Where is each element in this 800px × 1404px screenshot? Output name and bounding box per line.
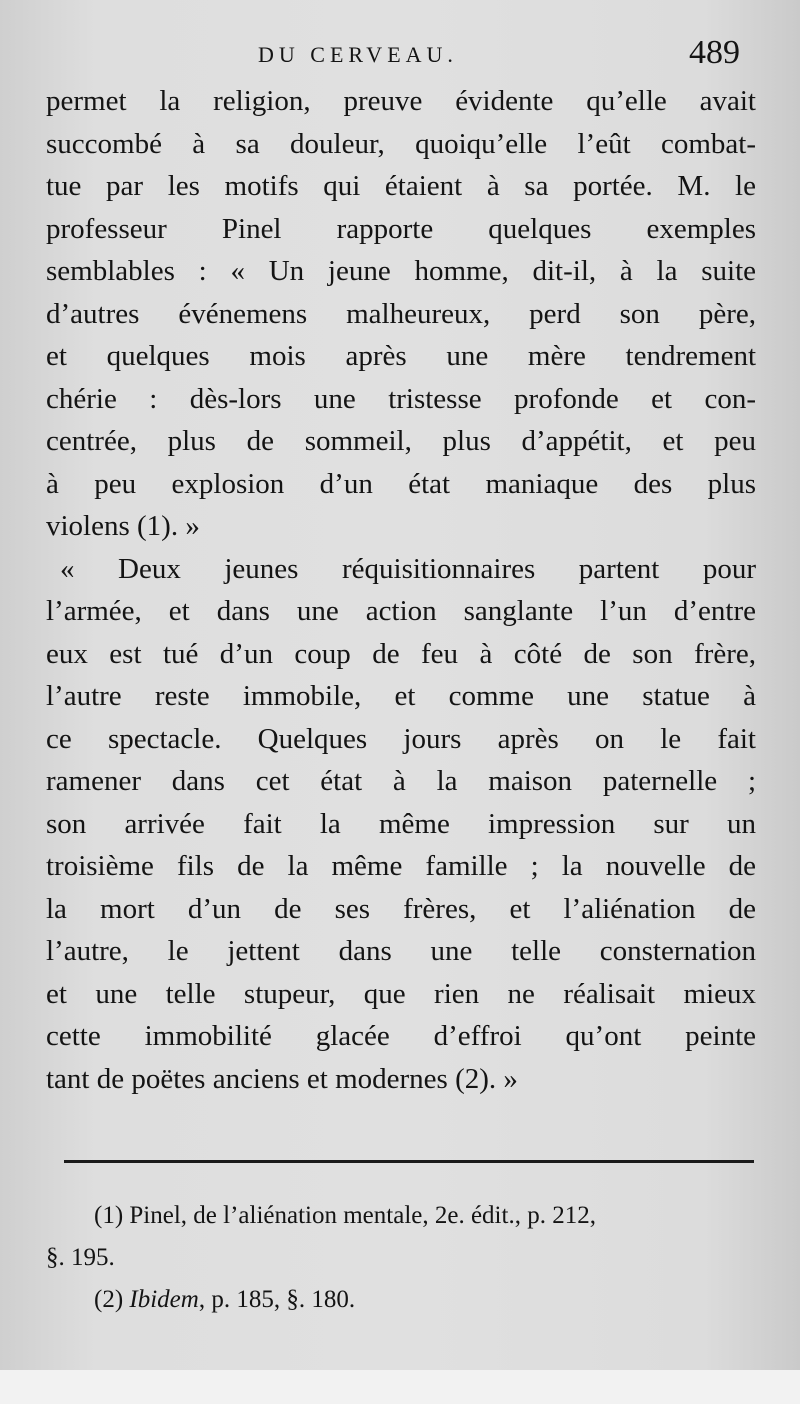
text-line: « Deux jeunes réquisitionnaires partent pour <box>60 552 756 585</box>
text-line: d’autres événemens malheureux, perd son père, <box>46 297 756 330</box>
text-line: l’autre reste immobile, et comme une statue à <box>46 680 756 712</box>
footnote-2-marker: (2) <box>94 1286 124 1313</box>
text-line: tue par les motifs qui étaient à sa portée. M. le <box>46 170 756 202</box>
body-text <box>46 80 756 1100</box>
text-line: semblables : « Un jeune homme, dit-il, à la suite <box>46 255 756 287</box>
page-bottom-edge <box>0 1370 800 1404</box>
text-line: chérie : dès-lors une tristesse profonde et con- <box>46 382 756 415</box>
page-number: 489 <box>689 34 740 71</box>
footnote-1-line-2: §. 195. <box>46 1244 115 1271</box>
text-line: professeur Pinel rapporte quelques exemples <box>46 212 756 245</box>
text-line: la mort d’un de ses frères, et l’aliénation de <box>46 892 756 925</box>
footnote-2-ibidem: Ibidem <box>129 1286 199 1313</box>
text-line: permet la religion, preuve évidente qu’elle avait <box>46 85 756 117</box>
text-line: tant de poëtes anciens et modernes (2). » <box>46 1062 518 1095</box>
footnotes <box>46 1195 756 1321</box>
text-line: centrée, plus de sommeil, plus d’appétit, et peu <box>46 425 756 457</box>
text-line: l’armée, et dans une action sanglante l’un d’entre <box>46 595 756 627</box>
running-head: DU CERVEAU. <box>258 42 458 67</box>
text-line: succombé à sa douleur, quoiqu’elle l’eût combat- <box>46 127 756 160</box>
text-line: cette immobilité glacée d’effroi qu’ont peinte <box>46 1020 756 1052</box>
text-line: ramener dans cet état à la maison paternelle ; <box>46 765 756 797</box>
text-line: et quelques mois après une mère tendrement <box>46 340 756 372</box>
text-line: son arrivée fait la même impression sur un <box>46 807 756 840</box>
text-line: violens (1). » <box>46 510 200 542</box>
text-line: l’autre, le jettent dans une telle consternation <box>46 935 756 967</box>
text-line: troisième fils de la même famille ; la nouvelle de <box>46 850 756 882</box>
text-line: eux est tué d’un coup de feu à côté de son frère, <box>46 637 756 670</box>
footnote-divider <box>64 1160 754 1163</box>
text-line: à peu explosion d’un état maniaque des plus <box>46 467 756 500</box>
text-line: ce spectacle. Quelques jours après on le fait <box>46 722 756 755</box>
text-line: et une telle stupeur, que rien ne réalisait mieux <box>46 977 756 1010</box>
footnote-2 <box>46 1279 756 1321</box>
footnote-2-reference: , p. 185, §. 180. <box>198 1286 356 1313</box>
footnote-1-line-1: (1) Pinel, de l’aliénation mentale, 2e. édit., p. 212, <box>94 1202 596 1229</box>
